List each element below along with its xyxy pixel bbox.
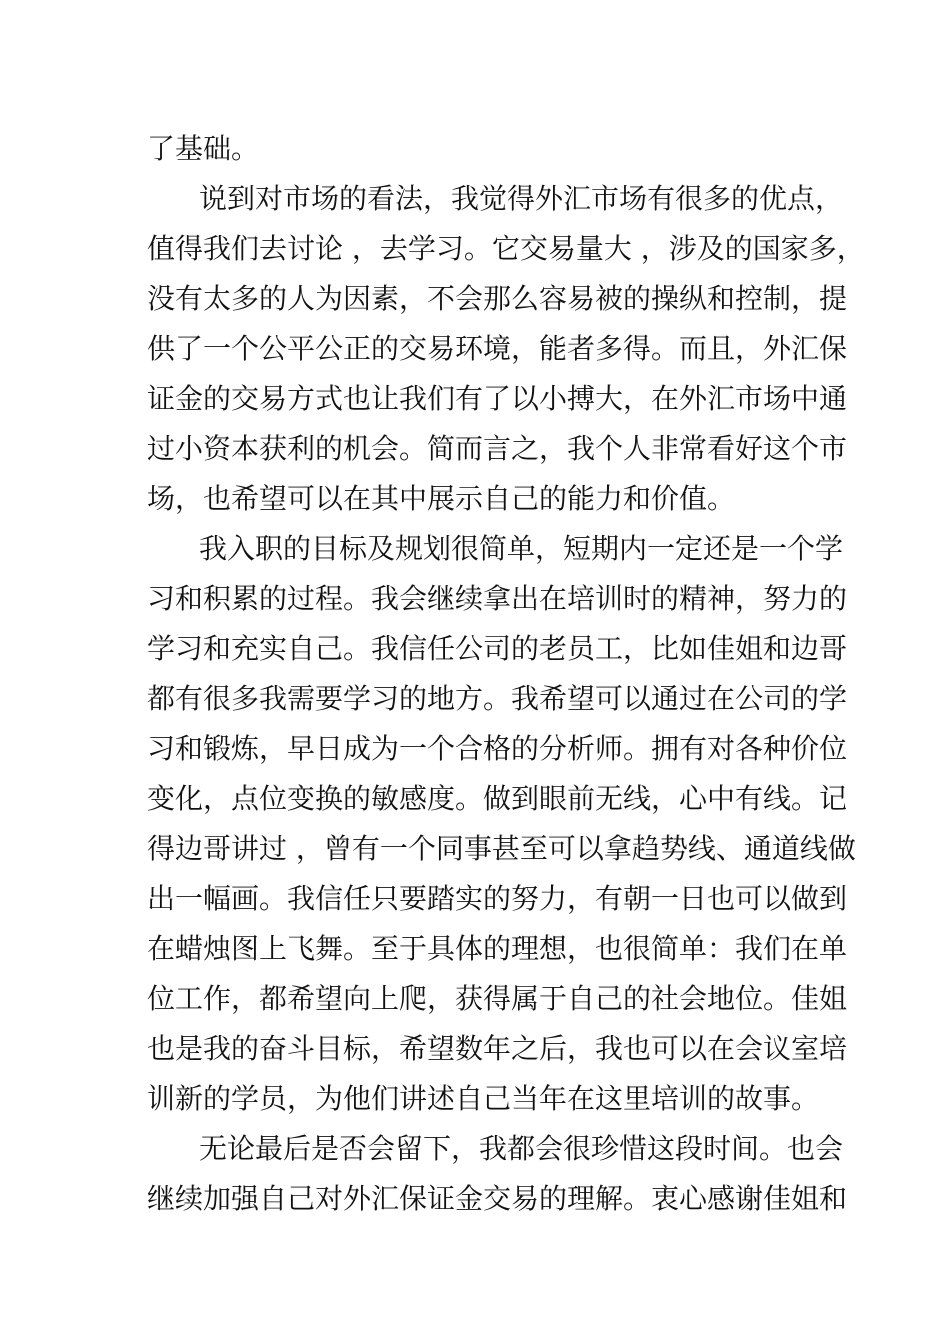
text-line: 继续加强自己对外汇保证金交易的理解。衷心感谢佳姐和 xyxy=(147,1182,848,1215)
text-line: 了基础。 xyxy=(147,132,260,165)
text-line: 没有太多的人为因素，不会那么容易被的操纵和控制，提 xyxy=(147,282,848,315)
text-line: 场，也希望可以在其中展示自己的能力和价值。 xyxy=(147,482,736,515)
text-line: 得边哥讲过 ，曾有一个同事甚至可以拿趋势线、通道线做 xyxy=(147,832,856,865)
paragraph-start-line: 我入职的目标及规划很简单，短期内一定还是一个学 xyxy=(199,532,844,565)
text-line: 值得我们去讨论 ，去学习。它交易量大 ，涉及的国家多， xyxy=(147,232,865,265)
text-line: 位工作，都希望向上爬，获得属于自己的社会地位。佳姐 xyxy=(147,982,848,1015)
text-line: 证金的交易方式也让我们有了以小搏大，在外汇市场中通 xyxy=(147,382,848,415)
text-line: 变化，点位变换的敏感度。做到眼前无线，心中有线。记 xyxy=(147,782,848,815)
text-line: 习和锻炼，早日成为一个合格的分析师。拥有对各种价位 xyxy=(147,732,848,765)
text-line: 过小资本获利的机会。简而言之，我个人非常看好这个市 xyxy=(147,432,848,465)
text-line: 训新的学员，为他们讲述自己当年在这里培训的故事。 xyxy=(147,1082,820,1115)
text-line: 在蜡烛图上飞舞。至于具体的理想，也很简单：我们在单 xyxy=(147,932,848,965)
paragraph-start-line: 无论最后是否会留下，我都会很珍惜这段时间。也会 xyxy=(199,1132,844,1165)
text-line: 都有很多我需要学习的地方。我希望可以通过在公司的学 xyxy=(147,682,848,715)
text-line: 学习和充实自己。我信任公司的老员工，比如佳姐和边哥 xyxy=(147,632,848,665)
text-line: 也是我的奋斗目标，希望数年之后，我也可以在会议室培 xyxy=(147,1032,848,1065)
text-line: 出一幅画。我信任只要踏实的努力，有朝一日也可以做到 xyxy=(147,882,848,915)
text-line: 供了一个公平公正的交易环境，能者多得。而且，外汇保 xyxy=(147,332,848,365)
text-line: 习和积累的过程。我会继续拿出在培训时的精神，努力的 xyxy=(147,582,848,615)
paragraph-start-line: 说到对市场的看法，我觉得外汇市场有很多的优点， xyxy=(199,182,844,215)
